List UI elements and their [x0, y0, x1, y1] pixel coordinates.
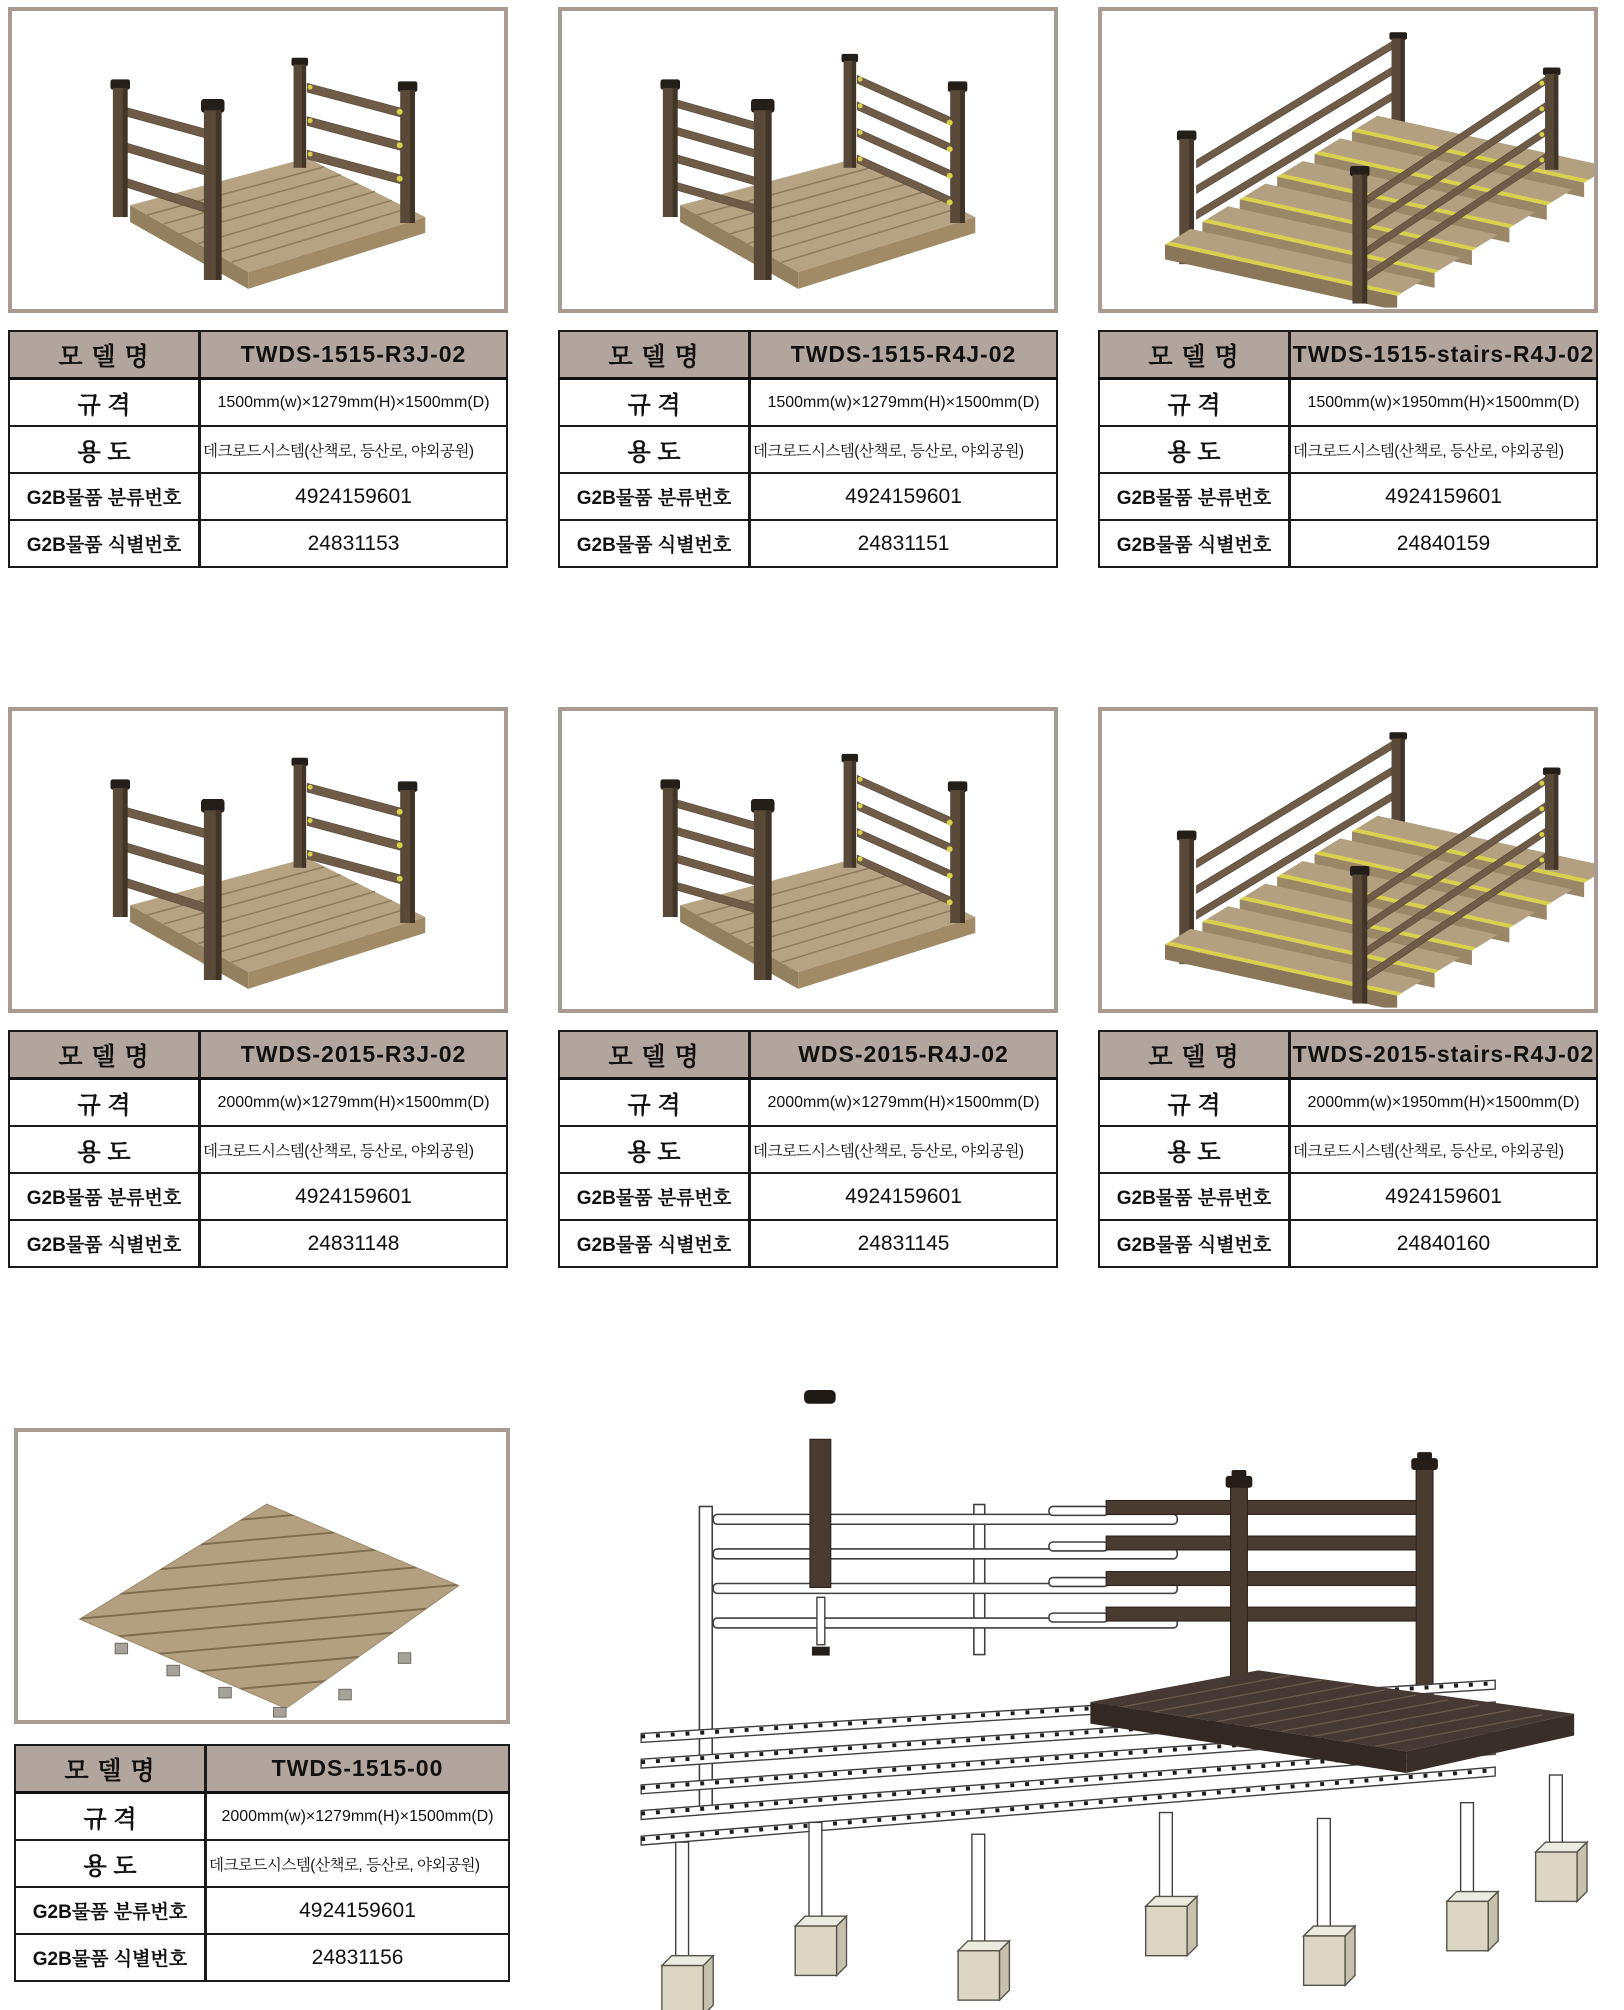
g2b-class-label: G2B물품 분류번호 [9, 1173, 200, 1220]
product-image [1098, 7, 1598, 313]
spec-value: 1500mm(w)×1950mm(H)×1500mm(D) [1290, 379, 1598, 427]
g2b-class-label: G2B물품 분류번호 [559, 1173, 750, 1220]
spec-row [559, 379, 1057, 427]
model-name-value: TWDS-2015-stairs-R4J-02 [1290, 1031, 1598, 1079]
use-value: 데크로드시스템(산책로, 등산로, 야외공원) [750, 426, 1058, 473]
spec-row [559, 1031, 1057, 1079]
spec-row [1099, 1126, 1597, 1173]
flat-deck-illustration [18, 1432, 506, 1720]
spec-row [9, 426, 507, 473]
spec-table [1098, 1030, 1598, 1268]
g2b-id-value: 24831153 [200, 520, 508, 567]
spec-row [15, 1745, 509, 1793]
g2b-class-label: G2B물품 분류번호 [15, 1887, 206, 1934]
spec-label: 규 격 [15, 1793, 206, 1841]
g2b-class-value: 4924159601 [750, 1173, 1058, 1220]
use-label: 용 도 [559, 426, 750, 473]
deck-3rail-illustration [12, 11, 504, 309]
g2b-class-label: G2B물품 분류번호 [9, 473, 200, 520]
spec-label: 규 격 [9, 1079, 200, 1127]
model-name-value: TWDS-2015-R3J-02 [200, 1031, 508, 1079]
spec-table [8, 1030, 508, 1268]
spec-table [558, 1030, 1058, 1268]
spec-row [15, 1887, 509, 1934]
deck-stairs-illustration [1102, 711, 1594, 1009]
g2b-class-value: 4924159601 [1290, 1173, 1598, 1220]
deck-substructure-exploded-drawing [620, 1388, 1620, 2010]
spec-row [1099, 1079, 1597, 1127]
use-value: 데크로드시스템(산책로, 등산로, 야외공원) [200, 1126, 508, 1173]
g2b-id-value: 24831156 [206, 1934, 510, 1981]
spec-value: 2000mm(w)×1279mm(H)×1500mm(D) [200, 1079, 508, 1127]
spec-row [15, 1934, 509, 1981]
spec-row [1099, 1220, 1597, 1267]
product-card [558, 7, 1058, 568]
g2b-id-label: G2B물품 식별번호 [9, 520, 200, 567]
spec-label: 규 격 [559, 1079, 750, 1127]
product-image [558, 707, 1058, 1013]
g2b-id-label: G2B물품 식별번호 [559, 520, 750, 567]
g2b-class-value: 4924159601 [206, 1887, 510, 1934]
deck-4rail-illustration [562, 11, 1054, 309]
model-label: 모 델 명 [9, 1031, 200, 1079]
product-card [14, 1428, 510, 1982]
g2b-class-label: G2B물품 분류번호 [1099, 473, 1290, 520]
model-name-value: TWDS-1515-stairs-R4J-02 [1290, 331, 1598, 379]
use-value: 데크로드시스템(산책로, 등산로, 야외공원) [1290, 1126, 1598, 1173]
spec-row [9, 520, 507, 567]
model-label: 모 델 명 [559, 331, 750, 379]
spec-row [9, 1126, 507, 1173]
product-card [1098, 7, 1598, 568]
spec-table [558, 330, 1058, 568]
spec-row [559, 1079, 1057, 1127]
product-image [8, 707, 508, 1013]
g2b-id-label: G2B물품 식별번호 [559, 1220, 750, 1267]
g2b-id-label: G2B물품 식별번호 [9, 1220, 200, 1267]
g2b-id-label: G2B물품 식별번호 [15, 1934, 206, 1981]
deck-stairs-illustration [1102, 11, 1594, 309]
spec-label: 규 격 [1099, 379, 1290, 427]
model-label: 모 델 명 [1099, 331, 1290, 379]
g2b-id-label: G2B물품 식별번호 [1099, 520, 1290, 567]
spec-label: 규 격 [559, 379, 750, 427]
g2b-id-value: 24831148 [200, 1220, 508, 1267]
use-label: 용 도 [9, 1126, 200, 1173]
model-label: 모 델 명 [1099, 1031, 1290, 1079]
spec-row [9, 1173, 507, 1220]
spec-row [1099, 426, 1597, 473]
spec-label: 규 격 [9, 379, 200, 427]
product-image [8, 7, 508, 313]
spec-row [559, 473, 1057, 520]
use-label: 용 도 [1099, 426, 1290, 473]
g2b-class-value: 4924159601 [750, 473, 1058, 520]
deck-4rail-illustration [562, 711, 1054, 1009]
model-name-value: TWDS-1515-R4J-02 [750, 331, 1058, 379]
spec-row [559, 331, 1057, 379]
g2b-id-value: 24840160 [1290, 1220, 1598, 1267]
spec-value: 1500mm(w)×1279mm(H)×1500mm(D) [750, 379, 1058, 427]
spec-table [8, 330, 508, 568]
spec-row [1099, 520, 1597, 567]
spec-row [9, 1079, 507, 1127]
spec-table [1098, 330, 1598, 568]
g2b-class-label: G2B물품 분류번호 [1099, 1173, 1290, 1220]
g2b-id-value: 24831151 [750, 520, 1058, 567]
spec-row [1099, 473, 1597, 520]
spec-value: 1500mm(w)×1279mm(H)×1500mm(D) [200, 379, 508, 427]
spec-value: 2000mm(w)×1279mm(H)×1500mm(D) [750, 1079, 1058, 1127]
product-image [558, 7, 1058, 313]
g2b-id-value: 24840159 [1290, 520, 1598, 567]
spec-row [9, 331, 507, 379]
deck-3rail-illustration [12, 711, 504, 1009]
spec-row [559, 1173, 1057, 1220]
spec-value: 2000mm(w)×1279mm(H)×1500mm(D) [206, 1793, 510, 1841]
use-value: 데크로드시스템(산책로, 등산로, 야외공원) [200, 426, 508, 473]
product-card [8, 7, 508, 568]
spec-row [559, 1220, 1057, 1267]
model-label: 모 델 명 [559, 1031, 750, 1079]
spec-row [15, 1793, 509, 1841]
spec-row [559, 520, 1057, 567]
spec-row [9, 473, 507, 520]
spec-row [1099, 1173, 1597, 1220]
g2b-class-label: G2B물품 분류번호 [559, 473, 750, 520]
spec-row [15, 1840, 509, 1887]
assembly-diagram [620, 1388, 1620, 2010]
use-label: 용 도 [559, 1126, 750, 1173]
use-label: 용 도 [9, 426, 200, 473]
use-value: 데크로드시스템(산책로, 등산로, 야외공원) [1290, 426, 1598, 473]
product-card [1098, 707, 1598, 1268]
spec-row [559, 1126, 1057, 1173]
spec-value: 2000mm(w)×1950mm(H)×1500mm(D) [1290, 1079, 1598, 1127]
use-value: 데크로드시스템(산책로, 등산로, 야외공원) [750, 1126, 1058, 1173]
spec-row [1099, 1031, 1597, 1079]
spec-label: 규 격 [1099, 1079, 1290, 1127]
spec-row [9, 379, 507, 427]
product-card [8, 707, 508, 1268]
g2b-id-value: 24831145 [750, 1220, 1058, 1267]
spec-row [9, 1031, 507, 1079]
product-image [14, 1428, 510, 1724]
product-card [558, 707, 1058, 1268]
model-label: 모 델 명 [9, 331, 200, 379]
model-name-value: TWDS-1515-R3J-02 [200, 331, 508, 379]
g2b-class-value: 4924159601 [1290, 473, 1598, 520]
spec-table [14, 1744, 510, 1982]
model-name-value: TWDS-1515-00 [206, 1745, 510, 1793]
g2b-class-value: 4924159601 [200, 1173, 508, 1220]
use-value: 데크로드시스템(산책로, 등산로, 야외공원) [206, 1840, 510, 1887]
use-label: 용 도 [15, 1840, 206, 1887]
spec-row [1099, 331, 1597, 379]
use-label: 용 도 [1099, 1126, 1290, 1173]
model-label: 모 델 명 [15, 1745, 206, 1793]
product-image [1098, 707, 1598, 1013]
g2b-class-value: 4924159601 [200, 473, 508, 520]
g2b-id-label: G2B물품 식별번호 [1099, 1220, 1290, 1267]
model-name-value: WDS-2015-R4J-02 [750, 1031, 1058, 1079]
spec-row [9, 1220, 507, 1267]
spec-row [559, 426, 1057, 473]
spec-row [1099, 379, 1597, 427]
